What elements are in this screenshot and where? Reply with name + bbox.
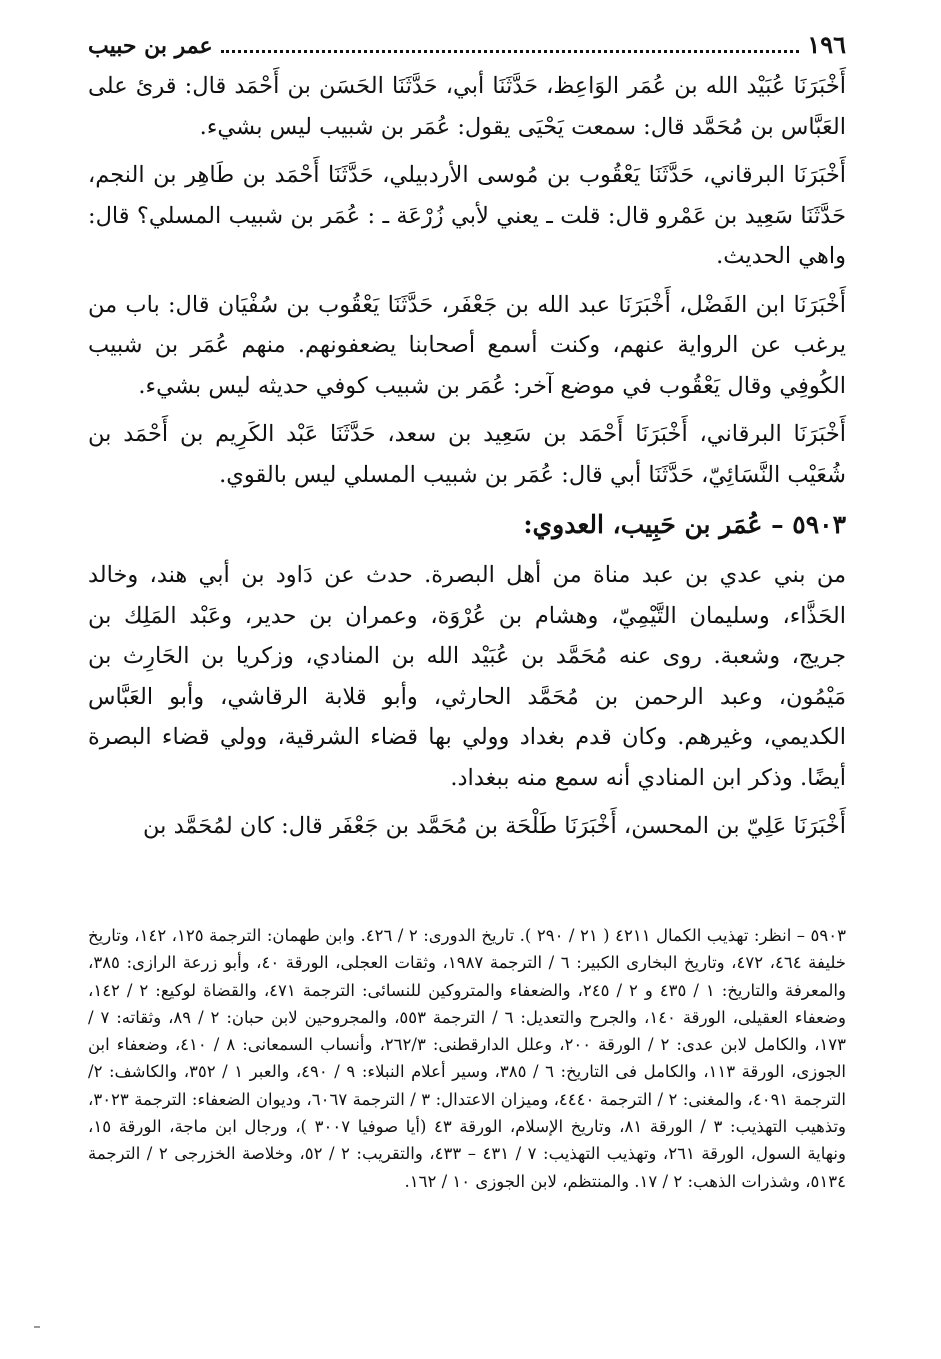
header-dot-leader: [221, 49, 800, 53]
entry-paragraph: من بني عدي بن عبد مناة من أهل البصرة. حدث عن دَاود بن أبي هند، وخالد الحَذَّاء، وسليمان التَّيْمِيّ، وهشام بن عُرْوَة، وعمران بن حدير، وعَبْد المَلِك بن جريج، وشعبة. روى عنه مُحَمَّد بن عُبَيْد الله بن المنادي، وزكريا بن الحَارِث بن مَيْمُون، وعبد الرحمن بن مُحَمَّد الحارثي، وأبو قلابة الرقاشي، وأبو العَبَّاس الكديمي، وغيرهم. وكان قدم بغداد وولي بها قضاء الشرقية، وولي قضاء البصرة أيضًا. وذكر ابن المنادي أنه سمع منه ببغداد.: [88, 562, 846, 791]
paragraph: أَخْبَرَنَا عُبَيْد الله بن عُمَر الوَاعِظ، حَدَّثَنَا أبي، حَدَّثَنَا الحَسَن بن أَحْمَد قال: قرئ على العَبَّاس بن مُحَمَّد قال: سمعت يَحْيَى يقول: عُمَر بن شبيب ليس بشيء.: [88, 73, 846, 140]
scan-mark: [34, 1326, 40, 1328]
page-body: [88, 30, 846, 855]
footnote-label: ٥٩٠٣ –: [796, 926, 846, 945]
footnote-block: [88, 922, 846, 1195]
entry-paragraph: أَخْبَرَنَا عَلِيّ بن المحسن، أَخْبَرَنَا طَلْحَة بن مُحَمَّد بن جَعْفَر قال: كان لمُحَمَّد بن: [143, 813, 846, 839]
running-title: عمر بن حبيب: [88, 33, 213, 59]
paragraph: أَخْبَرَنَا البرقاني، أَخْبَرَنَا أَحْمَد بن سَعِيد بن سعد، حَدَّثَنَا عَبْد الكَرِيم بن أَحْمَد بن شُعَيْب النَّسَائِيّ، حَدَّثَنَا أبي قال: عُمَر بن شبيب المسلي ليس بالقوي.: [88, 421, 846, 488]
footnote-text: انظر: تهذيب الكمال ٤٢١١ ( ٢١ / ٢٩٠ ). تاريخ الدورى: ٢ / ٤٢٦. وابن طهمان: الترجمة ١٢٥، ١٤٢، وتاريخ خليفة ٤٦٤، ٤٧٢، وتاريخ البخارى الكبير: ٦ / الترجمة ١٩٨٧، وثقات العجلى، الورقة ٤٠، وأبو زرعة الرازى: ٣٨٥، والمعرفة والتاريخ: ١ / ٤٣٥ و ٢ / ٢٤٥، والضعفاء والمتروكين للنسائى: الترجمة ٤٧١، والقضاة لوكيع: ٢ / ١٤٢، وضعفاء العقيلى، الورقة ١٤٠، والجرح والتعديل: ٦ / الترجمة ٥٥٣، والمجروحين لابن حبان: ٢ / ٨٩، وثقاته: ٧ / ١٧٣، والكامل لابن عدى: ٢ / الورقة ٢٠٠، وعلل الدارقطنى: ٢٦٢/٣، وأنساب السمعانى: ٨ / ٤١٠، وضعفاء ابن الجوزى، الورقة ١١٣، والكامل فى التاريخ: ٦ / ٣٨٥، وسير أعلام النبلاء: ٩ / ٤٩٠، والعبر ١ / ٣٥٢، والكاشف: ٢/الترجمة ٤٠٩١، والمغنى: ٢ / الترجمة ٤٤٤٠، وميزان الاعتدال: ٣ / الترجمة ٦٠٦٧، وديوان الضعفاء: الترجمة ٣٠٢٣، وتذهيب التهذيب: ٣ / الورقة ٨١، وتاريخ الإسلام، الورقة ٤٣ (أيا صوفيا ٣٠٠٧ )، ورجال ابن ماجة، الورقة ١٥، ونهاية السول، الورقة ٢٦١، وتهذيب التهذيب: ٧ / ٤٣١ – ٤٣٣، والتقريب: ٢ / ٥٢، وخلاصة الخزرجى ٢ / الترجمة ٥١٣٤، وشذرات الذهب: ٢ / ١٧. والمنتظم، لابن الجوزى ١٠ / ١٦٢.: [88, 926, 847, 1191]
page-number: ١٩٦: [807, 30, 846, 59]
entry-heading: ٥٩٠٣ – عُمَر بن حَبِيب، العدوي:: [523, 510, 846, 539]
page-header: [88, 30, 846, 66]
main-text: [88, 66, 846, 847]
paragraph: أَخْبَرَنَا ابن الفَضْل، أَخْبَرَنَا عبد الله بن جَعْفَر، حَدَّثَنَا يَعْقُوب بن سُفْيَان قال: باب من يرغب عن الرواية عنهم، وكنت أسمع أصحابنا يضعفونهم. منهم عُمَر بن شبيب الكُوفِي وقال يَعْقُوب في موضع آخر: عُمَر بن شبيب كوفي حديثه ليس بشيء.: [88, 291, 846, 399]
paragraph: أَخْبَرَنَا البرقاني، حَدَّثَنَا يَعْقُوب بن مُوسى الأردبيلي، حَدَّثَنَا أَحْمَد بن طَاهِر بن النجم، حَدَّثَنَا سَعِيد بن عَمْرو قال: قلت ـ يعني لأبي زُرْعَة ـ : عُمَر بن شبيب المسلي؟ قال: واهي الحديث.: [88, 162, 846, 269]
